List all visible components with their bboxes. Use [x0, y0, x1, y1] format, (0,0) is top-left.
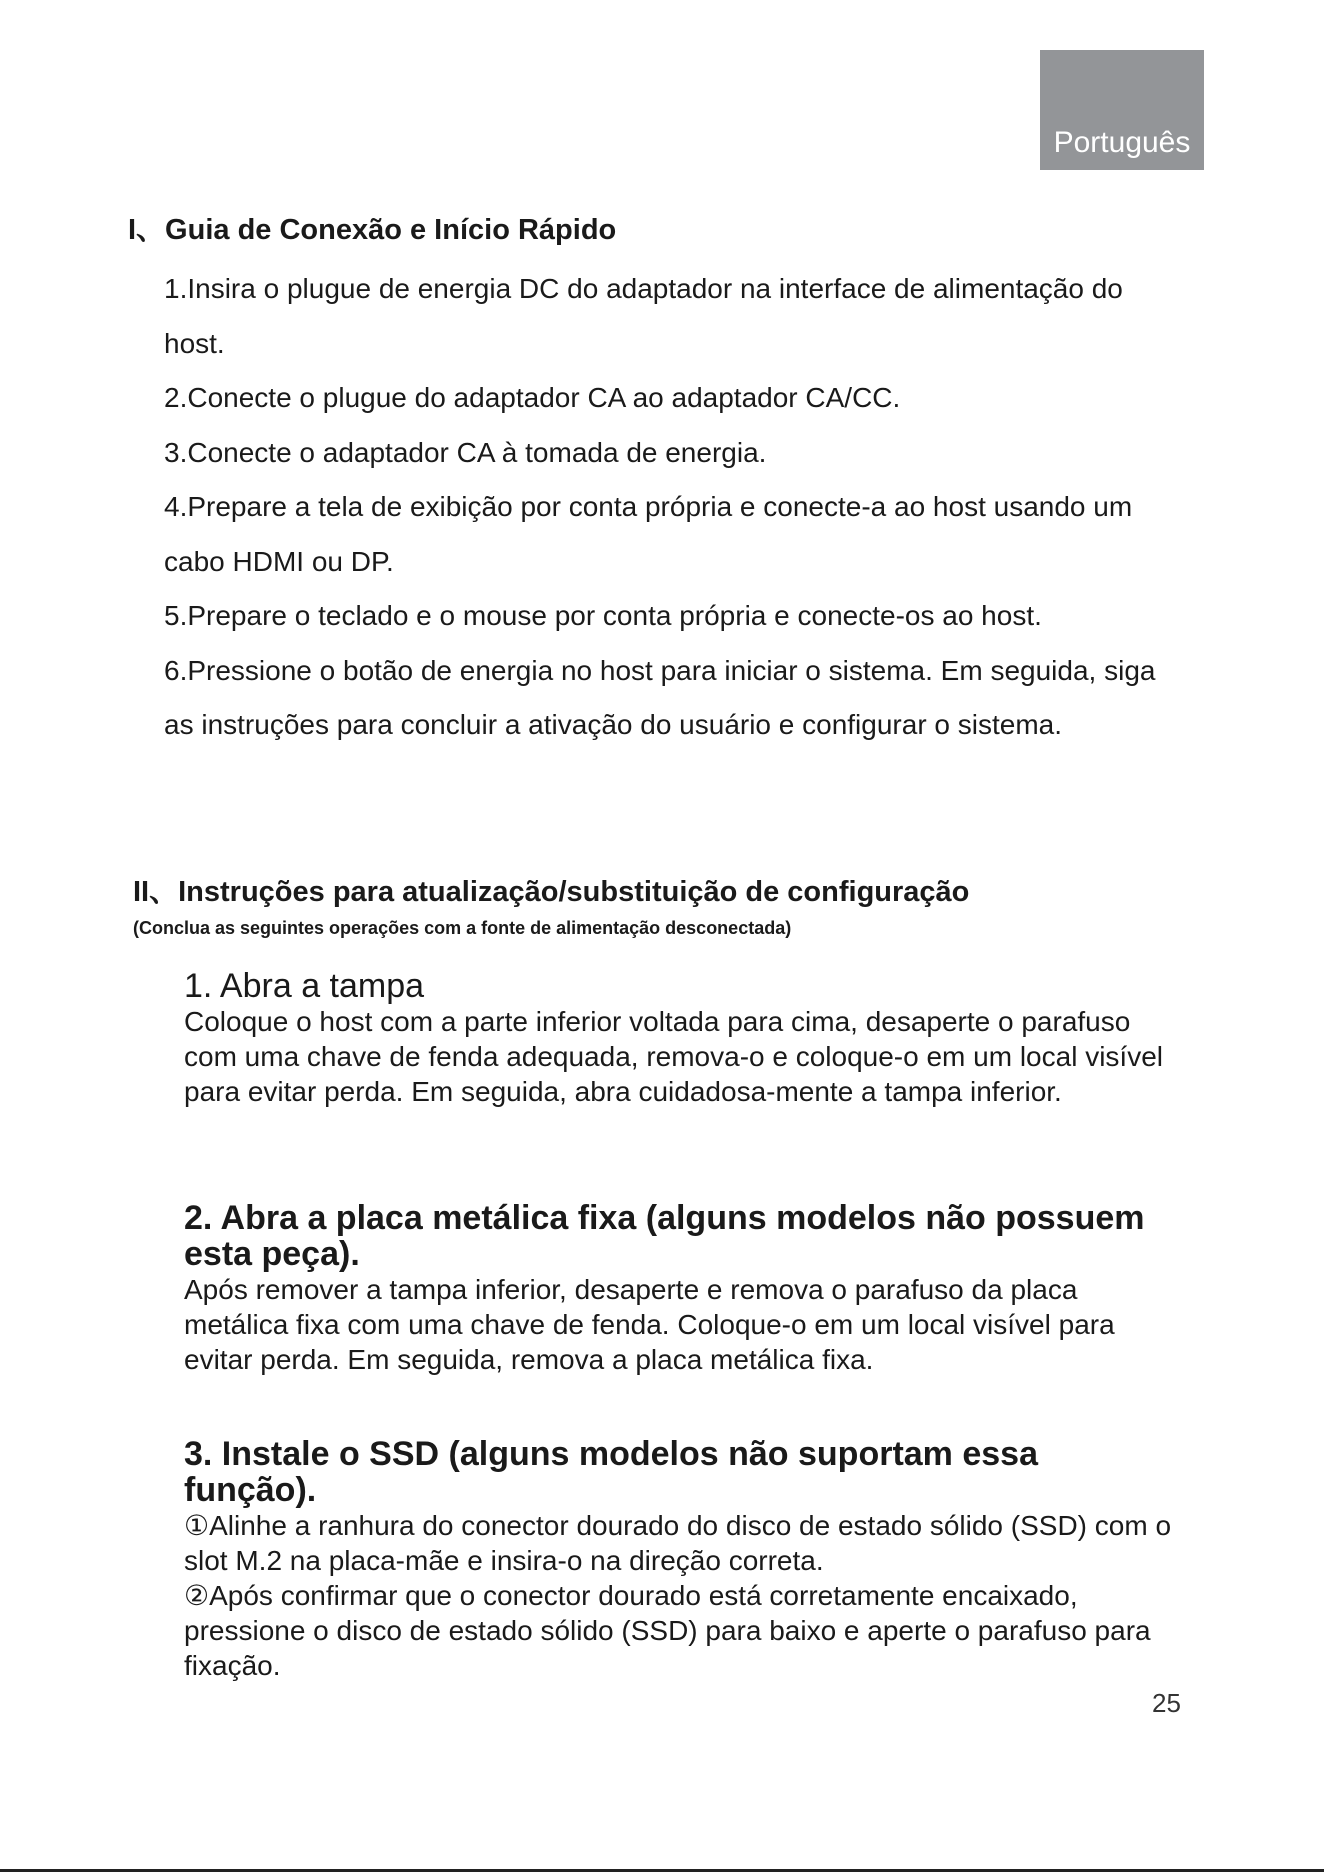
step-item: 2.Conecte o plugue do adaptador CA ao adaptador CA/CC.	[164, 382, 901, 413]
subsection-text: Após remover a tampa inferior, desaperte e remova o parafuso da placa metálica fixa com uma chave de fenda. Coloque-o em um local visível para evitar perda. Em seguida, remova a placa metálica fixa.	[184, 1274, 1115, 1375]
section1-heading: I、Guia de Conexão e Início Rápido	[128, 214, 617, 246]
step-item: 3.Conecte o adaptador CA à tomada de energia.	[164, 436, 767, 468]
subsection-text: ②Após confirmar que o conector dourado está corretamente encaixado, pressione o disco de estado sólido (SSD) para baixo e aperte o parafuso para fixação.	[184, 1580, 1151, 1681]
quick-start-steps	[164, 262, 1174, 753]
subsection-text: Coloque o host com a parte inferior voltada para cima, desaperte o parafuso com uma chave de fenda adequada, remova-o e coloque-o em um local visível para evitar perda. Em seguida, abra cuidadosa-mente a tampa inferior.	[184, 1006, 1163, 1107]
step-item: 6.Pressione o botão de energia no host para iniciar o sistema. Em seguida, siga as instruções para concluir a ativação do usuário e configurar o sistema.	[164, 654, 1156, 740]
subsection-title: 2. Abra a placa metálica fixa (alguns modelos não possuem esta peça).	[184, 1199, 1145, 1273]
language-label: Português	[1053, 126, 1191, 159]
subsection-text: ①Alinhe a ranhura do conector dourado do disco de estado sólido (SSD) com o slot M.2 na placa-mãe e insira-o na direção correta.	[184, 1510, 1172, 1576]
subsection-title: 1. Abra a tampa	[184, 967, 425, 1005]
section2-heading: II、Instruções para atualização/substituição de configuração	[133, 876, 970, 908]
language-tab	[1040, 50, 1204, 170]
step-item: 1.Insira o plugue de energia DC do adaptador na interface de alimentação do host.	[164, 273, 1123, 359]
step-item: 4.Prepare a tela de exibição por conta própria e conecte-a ao host usando um cabo HDMI ou DP.	[164, 491, 1133, 577]
subsection-open-cover	[184, 968, 1174, 1109]
subsection-title: 3. Instale o SSD (alguns modelos não suportam essa função).	[184, 1435, 1039, 1509]
subsection-install-ssd	[184, 1436, 1174, 1683]
step-item: 5.Prepare o teclado e o mouse por conta própria e conecte-os ao host.	[164, 600, 1042, 631]
section2-note: (Conclua as seguintes operações com a fonte de alimentação desconectada)	[133, 918, 792, 938]
page-number: 25	[1152, 1688, 1181, 1718]
subsection-metal-plate	[184, 1200, 1174, 1377]
